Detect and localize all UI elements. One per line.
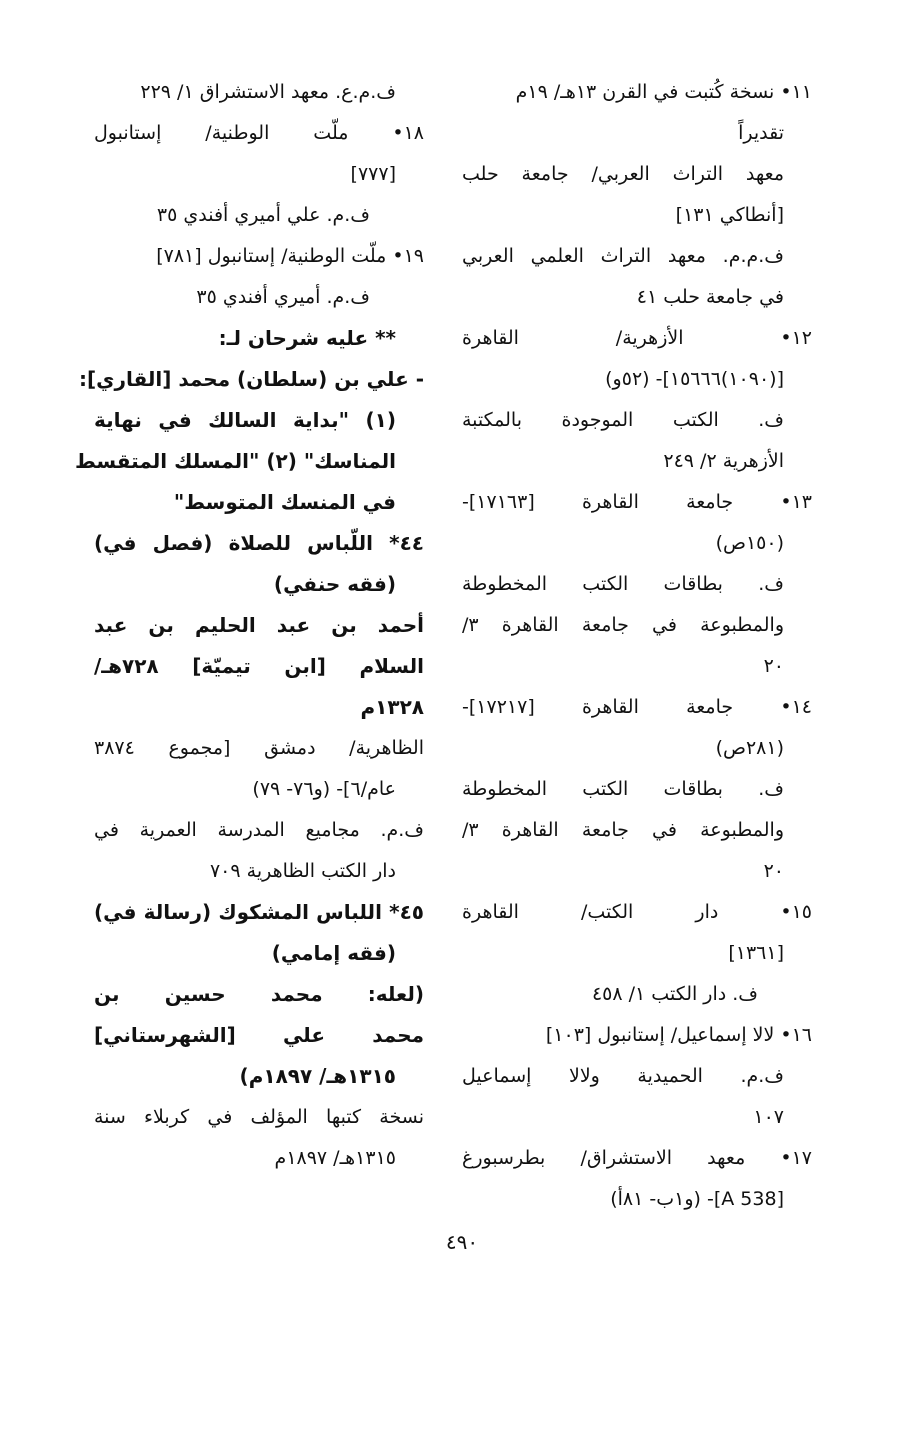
text-line: ف.م. مجاميع المدرسة العمرية في [94,819,424,841]
text-line: [أنطاكي ١٣١] [675,204,784,226]
text-line: (لعله: محمد حسين بن [94,982,424,1006]
text-line: ١٢• الأزهرية/ القاهرة [462,327,812,349]
text-line: ف.م. الحميدية ولالا إسماعيل [462,1065,784,1087]
text-line: ٤٤* اللّباس للصلاة (فصل في) [94,531,424,555]
text-line: والمطبوعة في جامعة القاهرة ٣/ [462,819,784,841]
text-line: في المنسك المتوسط" [173,490,396,514]
text-line: ١٦• لالا إسماعيل/ إستانبول [١٠٣] [545,1024,812,1046]
text-line: أحمد بن عبد الحليم بن عبد [94,613,424,637]
text-line: تقديراً [738,122,784,144]
text-line: الظاهرية/ دمشق [مجموع ٣٨٧٤ [94,737,424,759]
text-line: ١٤• جامعة القاهرة [١٧٢١٧]- [462,696,812,718]
text-line: ١٨• ملّت الوطنية/ إستانبول [94,122,424,144]
text-line: ١٣١٥هـ/ ١٨٩٧م [274,1147,396,1169]
text-line: ف. بطاقات الكتب المخطوطة [462,778,784,800]
text-line: (فقه إمامي) [271,941,396,965]
text-line: (١٥٠ص) [715,532,784,554]
text-line: ف. دار الكتب ١/ ٤٥٨ [591,983,758,1005]
text-line: عام/٦]- (و٧٦- ٧٩) [252,778,396,800]
left-column [75,72,424,1179]
text-line: ف. الكتب الموجودة بالمكتبة [462,409,784,431]
text-line: المناسك" (٢) "المسلك المتقسط [75,449,396,473]
text-line: الأزهرية ٢/ ٢٤٩ [663,450,784,472]
text-line: ف.م.ع. معهد الاستشراق ١/ ٢٢٩ [140,81,396,103]
text-line: [A 538]- (و١ب- ٨١أ) [610,1188,784,1210]
text-line: - علي بن (سلطان) محمد [القاري]: [78,367,424,391]
text-line: (فقه حنفي) [273,572,396,596]
right-column [462,72,812,1220]
page-number: ٤٩٠ [445,1230,479,1254]
text-line: ١٩• ملّت الوطنية/ إستانبول [٧٨١] [156,245,424,267]
text-line: ٤٥* اللباس المشكوك (رسالة في) [94,900,424,924]
text-line: ١٣٢٨م [360,695,424,719]
text-line: ١٣١٥هـ/ ١٨٩٧م) [239,1064,396,1088]
text-line: ف. بطاقات الكتب المخطوطة [462,573,784,595]
text-line: والمطبوعة في جامعة القاهرة ٣/ [462,614,784,636]
text-line: [١٣٦١] [728,942,784,964]
text-line: السلام [ابن تيميّة] ٧٢٨هـ/ [94,654,424,678]
text-line: معهد التراث العربي/ جامعة حلب [462,163,784,185]
text-line: ١٠٧ [753,1106,784,1128]
text-line: ١٥• دار الكتب/ القاهرة [462,901,812,923]
text-line: ** عليه شرحان لـ: [218,326,396,350]
text-line: محمد علي [الشهرستاني] [94,1023,424,1047]
text-line: ٢٠ [763,860,784,882]
text-line: [٧٧٧] [350,163,396,185]
text-line: نسخة كتبها المؤلف في كربلاء سنة [94,1106,424,1128]
text-line: ٢٠ [763,655,784,677]
text-line: ١١• نسخة كُتبت في القرن ١٣هـ/ ١٩م [515,81,812,103]
text-line: دار الكتب الظاهرية ٧٠٩ [209,860,396,882]
text-line: في جامعة حلب ٤١ [636,286,784,308]
text-line: ف.م. أميري أفندي ٣٥ [196,286,370,308]
text-line: ١٧• معهد الاستشراق/ بطرسبورغ [462,1147,812,1169]
text-line: ف.م.م. معهد التراث العلمي العربي [462,245,784,267]
text-line: ف.م. علي أميري أفندي ٣٥ [156,204,370,226]
text-line: [(١٠٩٠)١٥٦٦٦]- (٥٢و) [605,368,784,390]
text-line: (٢٨١ص) [715,737,784,759]
text-line: (١) "بداية السالك في نهاية [94,408,396,432]
text-line: ١٣• جامعة القاهرة [١٧١٦٣]- [462,491,812,513]
